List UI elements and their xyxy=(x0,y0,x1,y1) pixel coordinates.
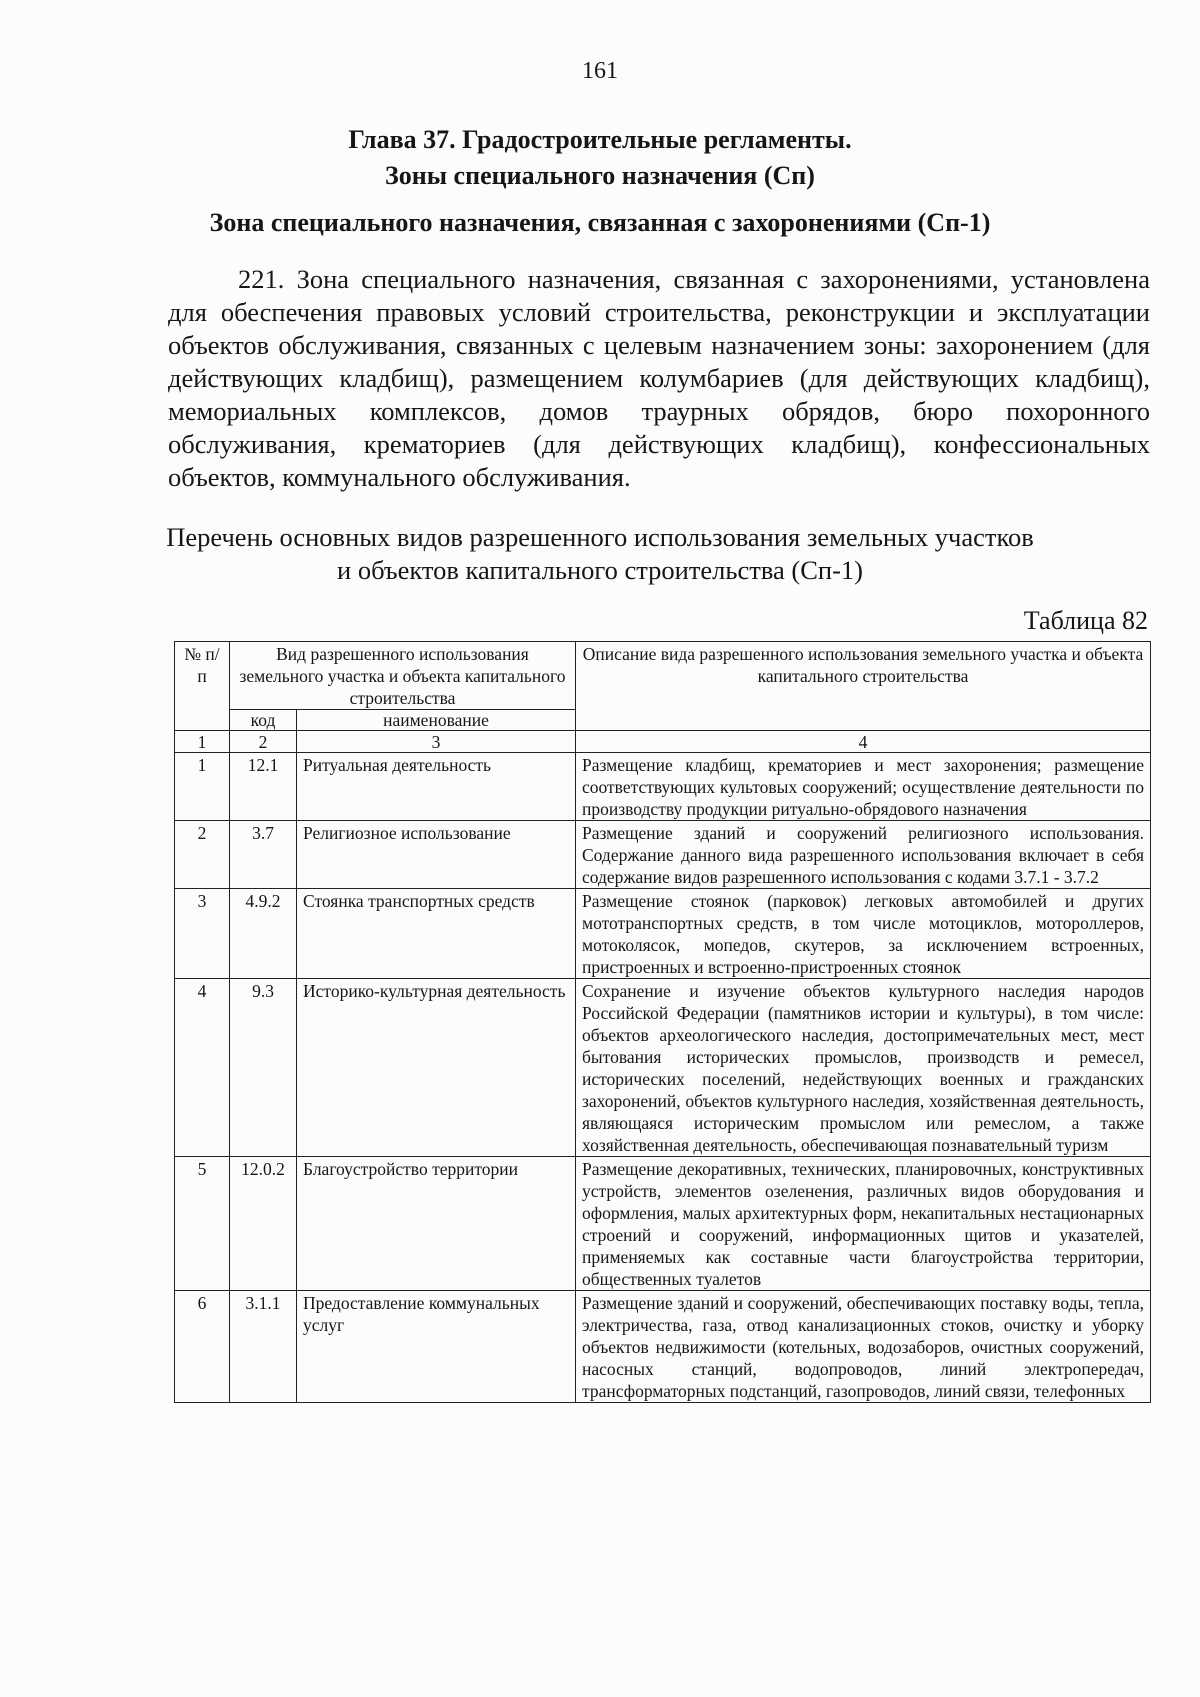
table-caption: Таблица 82 xyxy=(1023,606,1148,635)
header-kind: Вид разрешенного использования земельного участка и объекта капитального строительства xyxy=(230,642,576,710)
header-num: № п/п xyxy=(175,642,230,731)
header-name: наименование xyxy=(297,710,576,731)
header-code: код xyxy=(230,710,297,731)
table-row xyxy=(175,979,1151,1157)
table-header-row xyxy=(175,642,1151,710)
chapter-title-line2: Зоны специального назначения (Сп) xyxy=(385,161,815,190)
row-num: 2 xyxy=(175,821,230,889)
list-title-line1: Перечень основных видов разрешенного использования земельных участков xyxy=(166,522,1034,552)
table-row xyxy=(175,821,1151,889)
row-name: Стоянка транспортных средств xyxy=(297,889,576,979)
row-num: 6 xyxy=(175,1291,230,1403)
zone-description-paragraph: 221. Зона специального назначения, связанная с захоронениями, установлена для обеспечения правовых условий строительства, реконструкции и эксплуатации объектов обслуживания, связанных с целевым назначением зоны: захоронением (для действующих кладбищ), размещением колумбариев (для действующих кладбищ), мемориальных комплексов, домов траурных обрядов, бюро похоронного обслуживания, крематориев (для действующих кладбищ), конфессиональных объектов, коммунального обслуживания. xyxy=(168,264,1150,492)
row-description: Размещение зданий и сооружений, обеспечивающих поставку воды, тепла, электричества, газа, отвод канализационных стоков, очистку и уборку объектов недвижимости (котельных, водозаборов, очистных сооружений, насосных станций, водопроводов, линий электропередач, трансформаторных подстанций, газопроводов, линий связи, телефонных xyxy=(576,1291,1151,1403)
list-title-line2: и объектов капитального строительства (Сп-1) xyxy=(337,555,863,585)
row-code: 3.7 xyxy=(230,821,297,889)
row-code: 12.1 xyxy=(230,753,297,821)
chapter-title xyxy=(0,122,1200,194)
row-num: 5 xyxy=(175,1157,230,1291)
row-description: Сохранение и изучение объектов культурного наследия народов Российской Федерации (памятников истории и культуры), в том числе: объектов археологического наследия, достопримечательных мест, мест бытования исторических промыслов, производств и ремесел, исторических поселений, недействующих военных и гражданских захоронений, объектов культурного наследия, хозяйственная деятельность, являющаяся историческим промыслом или ремеслом, а также хозяйственная деятельность, обеспечивающая познавательный туризм xyxy=(576,979,1151,1157)
zone-heading: Зона специального назначения, связанная с захоронениями (Сп-1) xyxy=(209,208,991,237)
page-number: 161 xyxy=(582,58,618,84)
table-row xyxy=(175,753,1151,821)
row-name: Ритуальная деятельность xyxy=(297,753,576,821)
row-code: 12.0.2 xyxy=(230,1157,297,1291)
table-row xyxy=(175,1157,1151,1291)
row-description: Размещение декоративных, технических, планировочных, конструктивных устройств, элементов озеленения, различных видов оборудования и оформления, малых архитектурных форм, некапитальных нестационарных строений и сооружений, информационных щитов и указателей, применяемых как составные части благоустройства территории, общественных туалетов xyxy=(576,1157,1151,1291)
permitted-use-table xyxy=(174,641,1151,1403)
row-name: Предоставление коммунальных услуг xyxy=(297,1291,576,1403)
row-num: 3 xyxy=(175,889,230,979)
table-row xyxy=(175,1291,1151,1403)
row-code: 9.3 xyxy=(230,979,297,1157)
index-cell: 3 xyxy=(297,731,576,753)
row-code: 3.1.1 xyxy=(230,1291,297,1403)
chapter-title-line1: Глава 37. Градостроительные регламенты. xyxy=(348,125,852,154)
index-cell: 1 xyxy=(175,731,230,753)
row-description: Размещение зданий и сооружений религиозного использования. Содержание данного вида разрешенного использования включает в себя содержание видов разрешенного использования с кодами 3.7.1 - 3.7.2 xyxy=(576,821,1151,889)
row-num: 1 xyxy=(175,753,230,821)
table-row xyxy=(175,889,1151,979)
row-description: Размещение кладбищ, крематориев и мест захоронения; размещение соответствующих культовых сооружений; осуществление деятельности по производству продукции ритуально-обрядового назначения xyxy=(576,753,1151,821)
list-title xyxy=(0,521,1200,587)
row-name: Историко-культурная деятельность xyxy=(297,979,576,1157)
index-cell: 4 xyxy=(576,731,1151,753)
row-name: Благоустройство территории xyxy=(297,1157,576,1291)
header-description: Описание вида разрешенного использования земельного участка и объекта капитального строительства xyxy=(576,642,1151,731)
row-description: Размещение стоянок (парковок) легковых автомобилей и других мототранспортных средств, в том числе мотоциклов, мотороллеров, мотоколясок, мопедов, скутеров, за исключением встроенных, пристроенных и встроенно-пристроенных стоянок xyxy=(576,889,1151,979)
row-code: 4.9.2 xyxy=(230,889,297,979)
table-index-row xyxy=(175,731,1151,753)
row-num: 4 xyxy=(175,979,230,1157)
index-cell: 2 xyxy=(230,731,297,753)
row-name: Религиозное использование xyxy=(297,821,576,889)
